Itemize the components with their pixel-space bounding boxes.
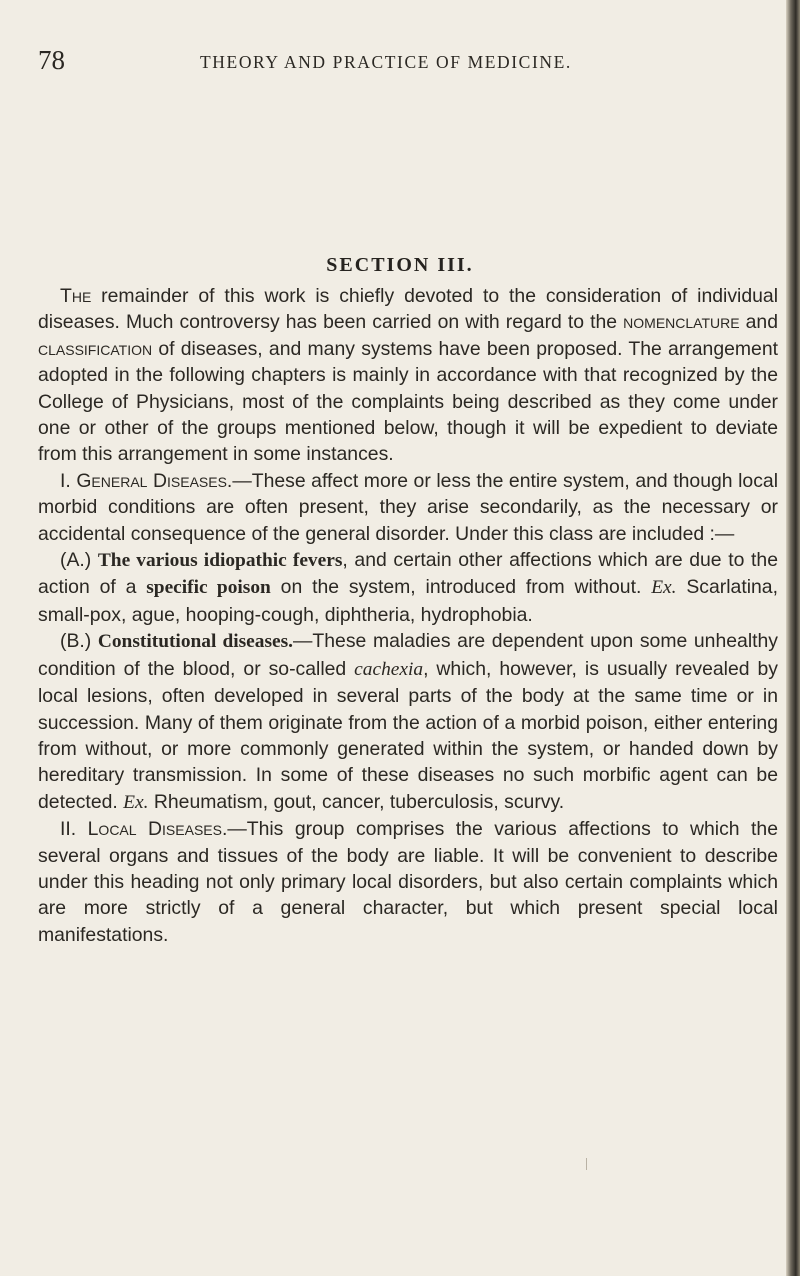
intro-text-3: of diseases, and many systems have been proposed. The arrangement adopted in the following chapters is mainly in accordance with that recognized by the College of Physicians, most of the complaints being described as they come under one or other of the groups mentioned below, though it will be expedient to deviate from this arrangement in some instances. xyxy=(38,337,778,466)
paragraph-general-diseases xyxy=(38,468,778,547)
a-bold-specific-poison: specific poison xyxy=(146,577,271,599)
stray-ink-mark xyxy=(586,1158,587,1170)
section-heading: SECTION III. xyxy=(326,254,474,276)
b-text-1: —These maladies are dependent upon some unhealthy condition of the blood, or so-called xyxy=(38,630,778,680)
a-label: (A.) xyxy=(60,549,98,572)
page-edge-shadow xyxy=(786,0,800,1276)
local-heading: Local Diseases. xyxy=(76,818,228,841)
a-text-1: , and certain other affections which are due to the action of a xyxy=(38,549,778,599)
body-text xyxy=(38,283,778,948)
a-bold-fevers: The various idiopathic fevers xyxy=(97,550,343,572)
b-text-2: , which, however, is usually revealed by local lesions, often developed in several parts of the body at the same time or in succession. Many of them originate from the action of a morbid poison, either entering from without, or more commonly generated within the system, or handed down by hereditary transmission. In some of these diseases no such morbific agent can be detected. xyxy=(38,657,778,813)
a-text-3: Scarlatina, small-pox, ague, hooping-cough, diphtheria, hydrophobia. xyxy=(38,576,778,626)
local-text: —This group comprises the various affections to which the several organs and tissues of the body are liable. It will be convenient to describe under this heading not only primary local disorders, but also certain complaints which are more strictly of a general character, but which present special local manifestations. xyxy=(38,818,778,946)
intro-text-2: and xyxy=(739,311,778,334)
b-italic-cachexia: cachexia xyxy=(354,658,424,680)
b-example-label: Ex. xyxy=(123,791,149,813)
intro-smallcaps-nomenclature: nomenclature xyxy=(623,311,740,334)
b-label: (B.) xyxy=(60,630,98,653)
a-text-2: on the system, introduced from without. xyxy=(270,576,652,599)
intro-lead-word: The xyxy=(60,285,92,307)
general-text: —These affect more or less the entire system, and though local morbid conditions are often present, they arise secondarily, as the necessary or accidental consequence of the general disorder. Under this class are included :— xyxy=(38,469,779,545)
general-number: I. xyxy=(60,469,71,492)
paragraph-a-fevers xyxy=(38,547,778,628)
running-head xyxy=(38,44,778,84)
a-example-label: Ex. xyxy=(651,577,677,599)
intro-smallcaps-classification: classification xyxy=(38,337,153,360)
paragraph-intro xyxy=(38,283,778,468)
running-title: THEORY AND PRACTICE OF MEDICINE. xyxy=(200,52,572,72)
paragraph-b-constitutional xyxy=(38,628,778,816)
general-heading: General Diseases. xyxy=(70,469,233,492)
paragraph-local-diseases xyxy=(38,816,778,948)
b-text-3: Rheumatism, gout, cancer, tuberculosis, scurvy. xyxy=(148,790,565,813)
local-number: II. xyxy=(60,818,77,841)
b-bold-constitutional: Constitutional diseases. xyxy=(97,631,294,653)
page-number: 78 xyxy=(38,45,65,75)
intro-text-1: remainder of this work is chiefly devoted to the consideration of individual diseases. Much controversy has been carried on with regard to the xyxy=(38,285,778,334)
